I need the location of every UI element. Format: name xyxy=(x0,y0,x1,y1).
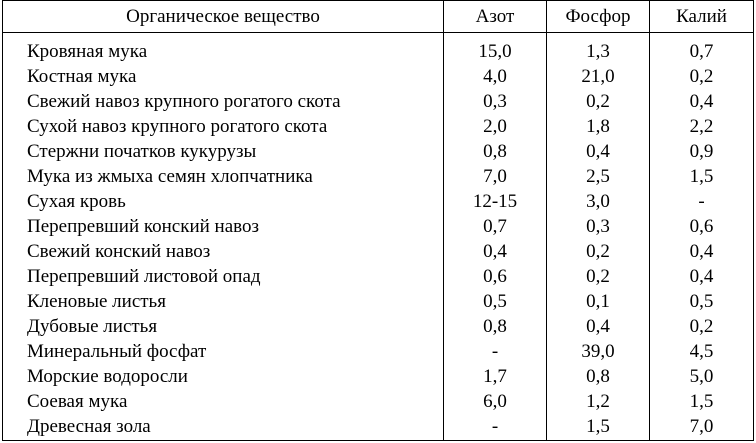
table-row xyxy=(3,240,754,265)
cell-phosphorus: 0,8 xyxy=(547,365,650,390)
cell-phosphorus: 39,0 xyxy=(547,340,650,365)
cell-substance: Морские водоросли xyxy=(3,365,444,390)
cell-nitrogen: 0,8 xyxy=(444,315,547,340)
cell-potassium: 5,0 xyxy=(650,365,754,390)
cell-potassium: 4,5 xyxy=(650,340,754,365)
cell-substance: Перепревший листовой опад xyxy=(3,265,444,290)
cell-phosphorus: 0,3 xyxy=(547,214,650,239)
cell-substance: Сухой навоз крупного рогатого скота xyxy=(3,114,444,139)
cell-nitrogen: 1,7 xyxy=(444,365,547,390)
cell-potassium: 0,2 xyxy=(650,64,754,89)
table-row xyxy=(3,64,754,89)
cell-nitrogen: 6,0 xyxy=(444,390,547,415)
cell-potassium: 0,6 xyxy=(650,214,754,239)
table-row xyxy=(3,189,754,214)
cell-phosphorus: 2,5 xyxy=(547,164,650,189)
table-row xyxy=(3,415,754,441)
header-substance: Органическое вещество xyxy=(3,1,444,33)
cell-substance: Кровяная мука xyxy=(3,33,444,65)
nutrient-table xyxy=(2,0,754,441)
table-row xyxy=(3,139,754,164)
cell-substance: Соевая мука xyxy=(3,390,444,415)
cell-phosphorus: 21,0 xyxy=(547,64,650,89)
cell-phosphorus: 1,5 xyxy=(547,415,650,441)
cell-substance: Стержни початков кукурузы xyxy=(3,139,444,164)
table-row xyxy=(3,315,754,340)
header-nitrogen: Азот xyxy=(444,1,547,33)
cell-potassium: 0,4 xyxy=(650,240,754,265)
cell-potassium: 1,5 xyxy=(650,390,754,415)
cell-nitrogen: 2,0 xyxy=(444,114,547,139)
table-row xyxy=(3,164,754,189)
cell-nitrogen: 0,6 xyxy=(444,265,547,290)
cell-potassium: 7,0 xyxy=(650,415,754,441)
cell-potassium: - xyxy=(650,189,754,214)
cell-nitrogen: - xyxy=(444,340,547,365)
cell-nitrogen: 15,0 xyxy=(444,33,547,65)
cell-potassium: 1,5 xyxy=(650,164,754,189)
cell-potassium: 2,2 xyxy=(650,114,754,139)
cell-nitrogen: 0,3 xyxy=(444,89,547,114)
cell-phosphorus: 1,3 xyxy=(547,33,650,65)
table-row xyxy=(3,214,754,239)
table-row xyxy=(3,265,754,290)
cell-phosphorus: 0,2 xyxy=(547,89,650,114)
cell-substance: Костная мука xyxy=(3,64,444,89)
cell-substance: Свежий навоз крупного рогатого скота xyxy=(3,89,444,114)
cell-phosphorus: 0,4 xyxy=(547,139,650,164)
table-row xyxy=(3,89,754,114)
cell-substance: Минеральный фосфат xyxy=(3,340,444,365)
cell-nitrogen: 0,7 xyxy=(444,214,547,239)
cell-substance: Сухая кровь xyxy=(3,189,444,214)
header-potassium: Калий xyxy=(650,1,754,33)
cell-potassium: 0,2 xyxy=(650,315,754,340)
cell-potassium: 0,9 xyxy=(650,139,754,164)
cell-substance: Мука из жмыха семян хлопчатника xyxy=(3,164,444,189)
cell-nitrogen: - xyxy=(444,415,547,441)
cell-phosphorus: 0,2 xyxy=(547,265,650,290)
cell-potassium: 0,5 xyxy=(650,290,754,315)
cell-nitrogen: 12-15 xyxy=(444,189,547,214)
cell-substance: Свежий конский навоз xyxy=(3,240,444,265)
header-phosphorus: Фосфор xyxy=(547,1,650,33)
cell-nitrogen: 0,8 xyxy=(444,139,547,164)
table-row xyxy=(3,390,754,415)
cell-substance: Кленовые листья xyxy=(3,290,444,315)
cell-phosphorus: 0,1 xyxy=(547,290,650,315)
table-row xyxy=(3,290,754,315)
cell-phosphorus: 1,8 xyxy=(547,114,650,139)
cell-nitrogen: 0,4 xyxy=(444,240,547,265)
table-row xyxy=(3,340,754,365)
cell-substance: Древесная зола xyxy=(3,415,444,441)
cell-substance: Перепревший конский навоз xyxy=(3,214,444,239)
table-row xyxy=(3,365,754,390)
cell-nitrogen: 4,0 xyxy=(444,64,547,89)
header-row xyxy=(3,1,754,33)
cell-potassium: 0,4 xyxy=(650,89,754,114)
cell-potassium: 0,4 xyxy=(650,265,754,290)
cell-substance: Дубовые листья xyxy=(3,315,444,340)
cell-phosphorus: 0,4 xyxy=(547,315,650,340)
cell-phosphorus: 1,2 xyxy=(547,390,650,415)
cell-nitrogen: 0,5 xyxy=(444,290,547,315)
cell-phosphorus: 0,2 xyxy=(547,240,650,265)
table-row xyxy=(3,33,754,65)
cell-phosphorus: 3,0 xyxy=(547,189,650,214)
cell-nitrogen: 7,0 xyxy=(444,164,547,189)
table-row xyxy=(3,114,754,139)
cell-potassium: 0,7 xyxy=(650,33,754,65)
